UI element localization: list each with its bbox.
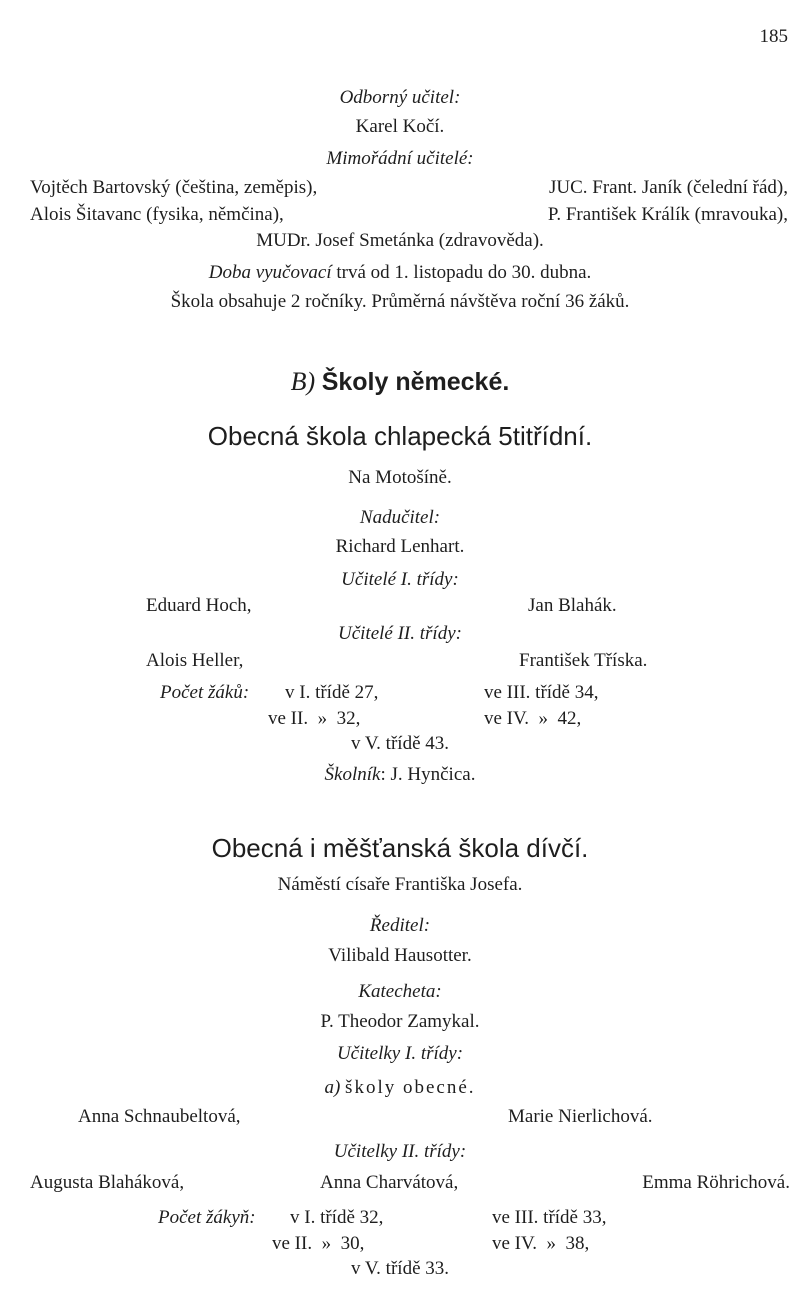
section-title: Školy německé. [321,368,510,396]
subsection-a-prefix: a) [324,1077,341,1098]
teacher-schnaubeltova: Anna Schnaubeltová, [78,1106,241,1127]
teacher-nierlichova: Marie Nierlichová. [508,1106,653,1127]
reditel-label: Ředitel [369,915,424,936]
boys-school-location: Na Motošíně. [348,467,452,488]
katecheta-label: Katecheta [358,981,436,1002]
subsection-a-text: školy obecné. [345,1077,476,1098]
pocet-zaku-label: Počet žáků: [160,682,250,703]
teacher-heller: Alois Heller, [146,650,244,671]
mimoradni-label: Mimořádní učitelé [326,148,468,169]
naducitel-label: Nadučitel [359,507,434,528]
boys-school-title: Obecná škola chlapecká 5titřídní. [207,421,593,451]
pocet-zaku-row2-a: ve II. » 32, [268,708,361,729]
naducitel-heading: Nadučitel: [359,507,441,528]
doba-label: Doba vyučovací [208,262,332,283]
skolnik-label: Školník [324,764,381,785]
pocet-zakyn-text: Počet žákyň [158,1207,250,1228]
teacher-kralik: P. František Králík (mravouka), [547,204,788,225]
teacher-blahakova: Augusta Blaháková, [30,1172,185,1193]
teacher-hoch: Eduard Hoch, [146,595,252,616]
teacher-sitavanc: Alois Šitavanc (fysika, němčina), [30,204,284,225]
teacher-janik: JUC. Frant. Janík (čelední řád), [548,177,788,198]
section-heading [0,366,800,398]
pocet-zaku-row3: v V. třídě 43. [351,733,449,754]
mimoradni-ucitele-heading: Mimořádní učitelé: [326,148,474,169]
katecheta-name: P. Theodor Zamykal. [320,1011,480,1032]
ucitele-2-heading: Učitelé II. třídy: [338,623,462,644]
ucitelky-2-heading: Učitelky II. třídy: [333,1141,467,1162]
pocet-zakyn-row2-a: ve II. » 30, [272,1233,365,1254]
ucitele-1-heading: Učitelé I. třídy: [341,569,459,590]
ucitelky-2-label: Učitelky II. třídy [333,1141,460,1162]
katecheta-heading: Katecheta: [358,981,442,1002]
pocet-zakyn-row1-b: ve III. třídě 33, [492,1207,607,1228]
doba-vyucovaci-line [0,261,800,285]
pocet-zaku-text: Počet žáků [160,682,243,703]
girls-school-title: Obecná i měšťanská škola dívčí. [211,833,589,863]
ucitelky-1-heading: Učitelky I. třídy: [336,1043,464,1064]
skolnik-name: J. Hynčica. [390,764,476,785]
teacher-smetanka: MUDr. Josef Smetánka (zdravověda). [256,230,544,251]
section-prefix: B) [290,367,316,396]
pocet-zaku-row1-b: ve III. třídě 34, [484,682,599,703]
ucitelky-1-label: Učitelky I. třídy [336,1043,457,1064]
ucitele-2-label: Učitelé II. třídy [338,623,456,644]
subsection-a [0,1076,800,1100]
page-number: 185 [759,26,788,47]
skola-obsahuje-line: Škola obsahuje 2 ročníky. Průměrná návštěva roční 36 žáků. [170,291,630,312]
pocet-zaku-row2-b: ve IV. » 42, [484,708,582,729]
odborny-label: Odborný učitel [339,87,455,108]
teacher-triska: František Tříska. [519,650,648,671]
teacher-blahak: Jan Blahák. [528,595,617,616]
reditel-heading: Ředitel: [369,915,431,936]
doba-text: trvá od 1. listopadu do 30. dubna. [331,262,592,283]
reditel-name: Vilibald Hausotter. [328,945,472,966]
pocet-zakyn-row3: v V. třídě 33. [351,1258,449,1279]
odborny-ucitel-heading: Odborný učitel: [339,87,461,108]
pocet-zakyn-row1-a: v I. třídě 32, [290,1207,384,1228]
skolnik-line: Školník: J. Hynčica. [324,764,476,785]
pocet-zakyn-label: Počet žákyň: [158,1207,256,1228]
teacher-bartovsky: Vojtěch Bartovský (čeština, zeměpis), [30,177,318,198]
girls-school-location: Náměstí císaře Františka Josefa. [277,874,523,895]
naducitel-name: Richard Lenhart. [335,536,465,557]
odborny-ucitel-name: Karel Kočí. [355,116,445,137]
pocet-zakyn-row2-b: ve IV. » 38, [492,1233,590,1254]
teacher-rohrichova: Emma Röhrichová. [642,1172,790,1193]
ucitele-1-label: Učitelé I. třídy [341,569,453,590]
teacher-charvatova: Anna Charvátová, [320,1172,459,1193]
pocet-zaku-row1-a: v I. třídě 27, [285,682,379,703]
